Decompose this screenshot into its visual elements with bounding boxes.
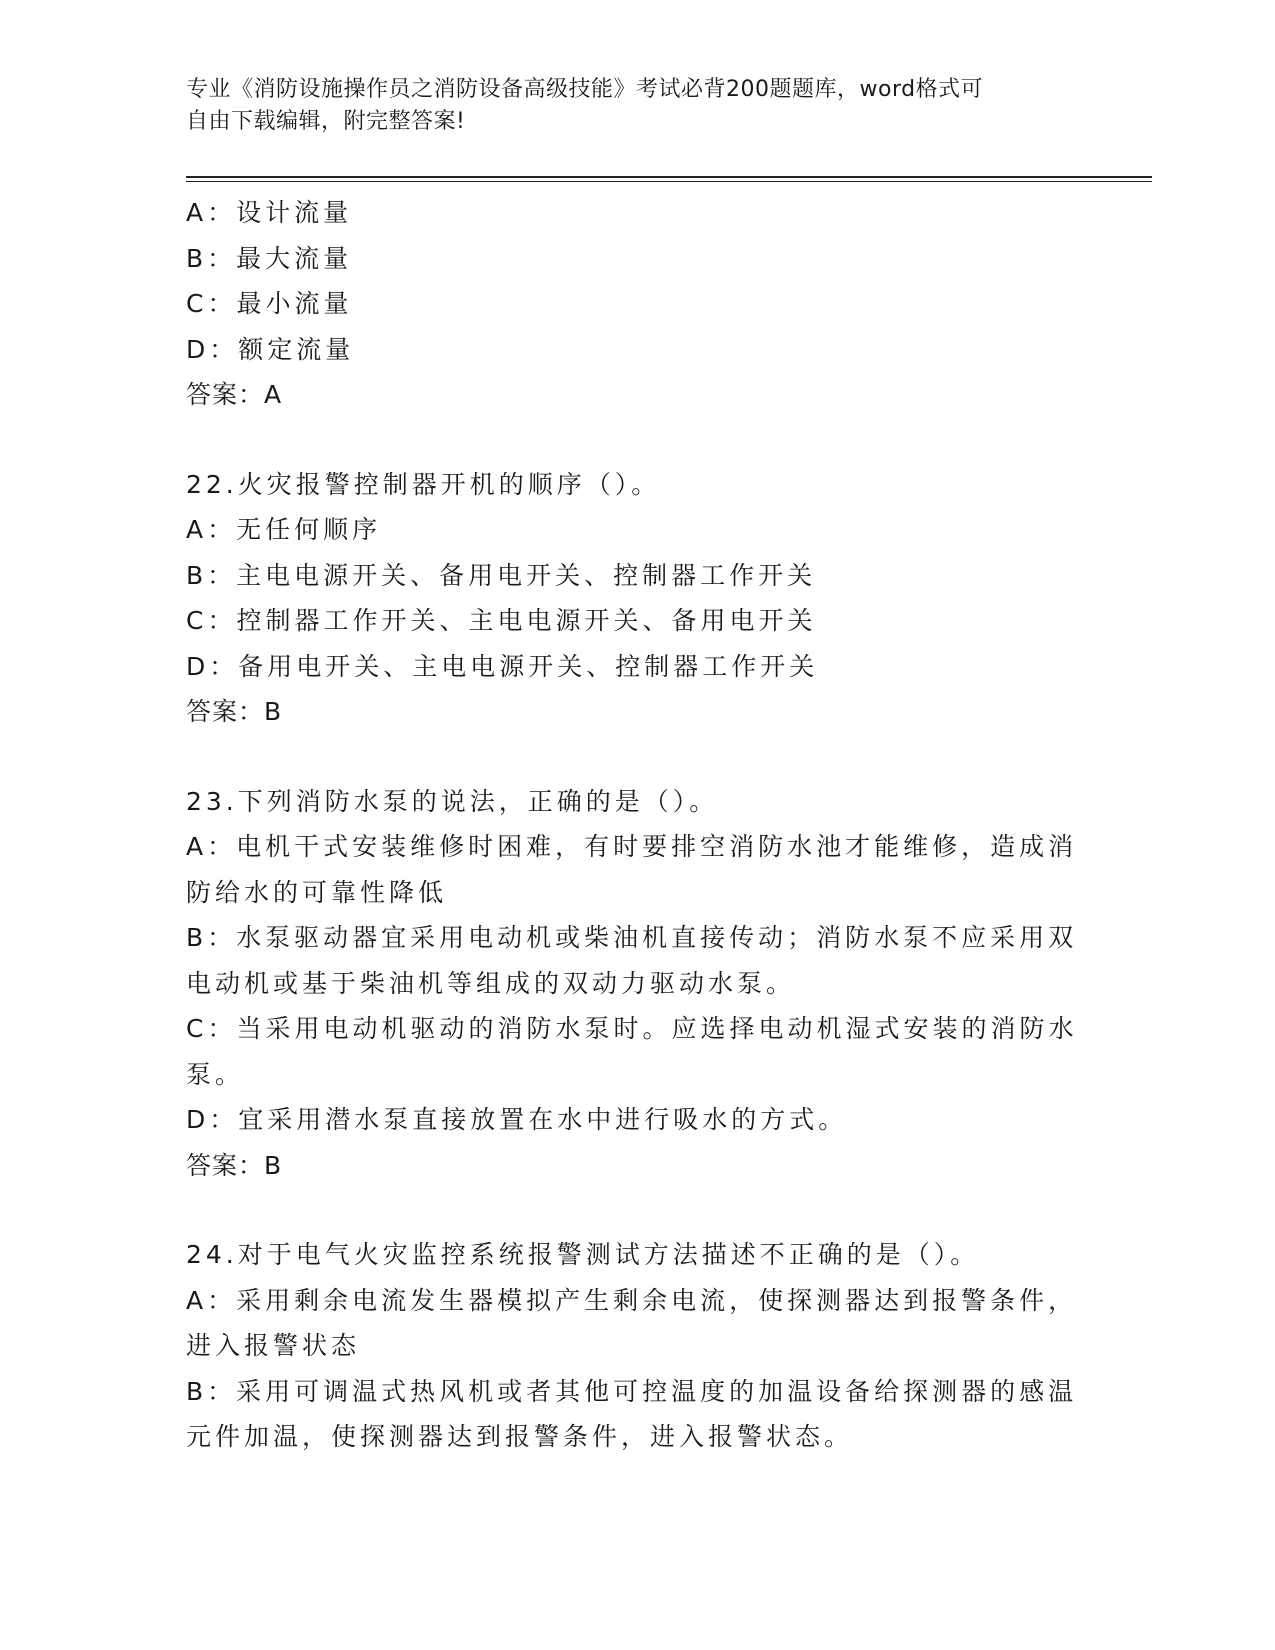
question-text: 23.下列消防水泵的说法，正确的是（）。 bbox=[186, 786, 719, 816]
answer: 答案：A bbox=[186, 380, 283, 409]
header-rule-thick bbox=[186, 176, 1152, 178]
question-block-24 bbox=[186, 1232, 1086, 1460]
answer: 答案：B bbox=[186, 697, 283, 726]
question-text: 22.火灾报警控制器开机的顺序（）。 bbox=[186, 469, 661, 499]
option-d: D：宜采用潜水泵直接放置在水中进行吸水的方式。 bbox=[186, 1105, 848, 1134]
header-rule-thin bbox=[186, 181, 1152, 182]
option-c: C：最小流量 bbox=[186, 289, 353, 318]
question-text: 24.对于电气火灾监控系统报警测试方法描述不正确的是（）。 bbox=[186, 1240, 980, 1269]
spacer bbox=[186, 418, 1086, 462]
option-b: B：主电电源开关、备用电开关、控制器工作开关 bbox=[186, 560, 817, 590]
spacer bbox=[186, 735, 1086, 779]
option-a-line-1: A：电机干式安装维修时困难，有时要排空消防水池才能维修，造成消 bbox=[186, 832, 1078, 861]
document-header bbox=[186, 74, 1066, 138]
option-c-line-1: C：当采用电动机驱动的消防水泵时。应选择电动机湿式安装的消防水 bbox=[186, 1014, 1078, 1043]
header-line-1: 专业《消防设施操作员之消防设备高级技能》考试必背200题题库，word格式可 bbox=[186, 77, 984, 102]
question-block-23 bbox=[186, 779, 1086, 1189]
option-a-line-2: 防给水的可靠性降低 bbox=[186, 877, 448, 907]
option-d: D：额定流量 bbox=[186, 334, 355, 364]
question-block-22 bbox=[186, 462, 1086, 735]
option-a-line-1: A：采用剩余电流发生器模拟产生剩余电流，使探测器达到报警条件， bbox=[186, 1285, 1078, 1315]
document-body bbox=[186, 190, 1086, 1460]
option-b: B：最大流量 bbox=[186, 243, 353, 273]
option-c: C：控制器工作开关、主电电源开关、备用电开关 bbox=[186, 606, 817, 635]
option-b-line-1: B：采用可调温式热风机或者其他可控温度的加温设备给探测器的感温 bbox=[186, 1376, 1078, 1406]
header-line-2: 自由下载编辑，附完整答案! bbox=[186, 109, 466, 134]
option-c-line-2: 泵。 bbox=[186, 1059, 245, 1089]
option-b-line-1: B：水泵驱动器宜采用电动机或柴油机直接传动；消防水泵不应采用双 bbox=[186, 923, 1078, 952]
option-a-line-2: 进入报警状态 bbox=[186, 1331, 361, 1360]
answer: 答案：B bbox=[186, 1150, 283, 1180]
spacer bbox=[186, 1188, 1086, 1232]
option-a: A：设计流量 bbox=[186, 198, 353, 227]
option-b-line-2: 元件加温，使探测器达到报警条件，进入报警状态。 bbox=[186, 1422, 854, 1451]
option-b-line-2: 电动机或基于柴油机等组成的双动力驱动水泵。 bbox=[186, 968, 796, 998]
question-block-21 bbox=[186, 190, 1086, 418]
option-d: D：备用电开关、主电电源开关、控制器工作开关 bbox=[186, 651, 819, 681]
option-a: A：无任何顺序 bbox=[186, 515, 382, 544]
